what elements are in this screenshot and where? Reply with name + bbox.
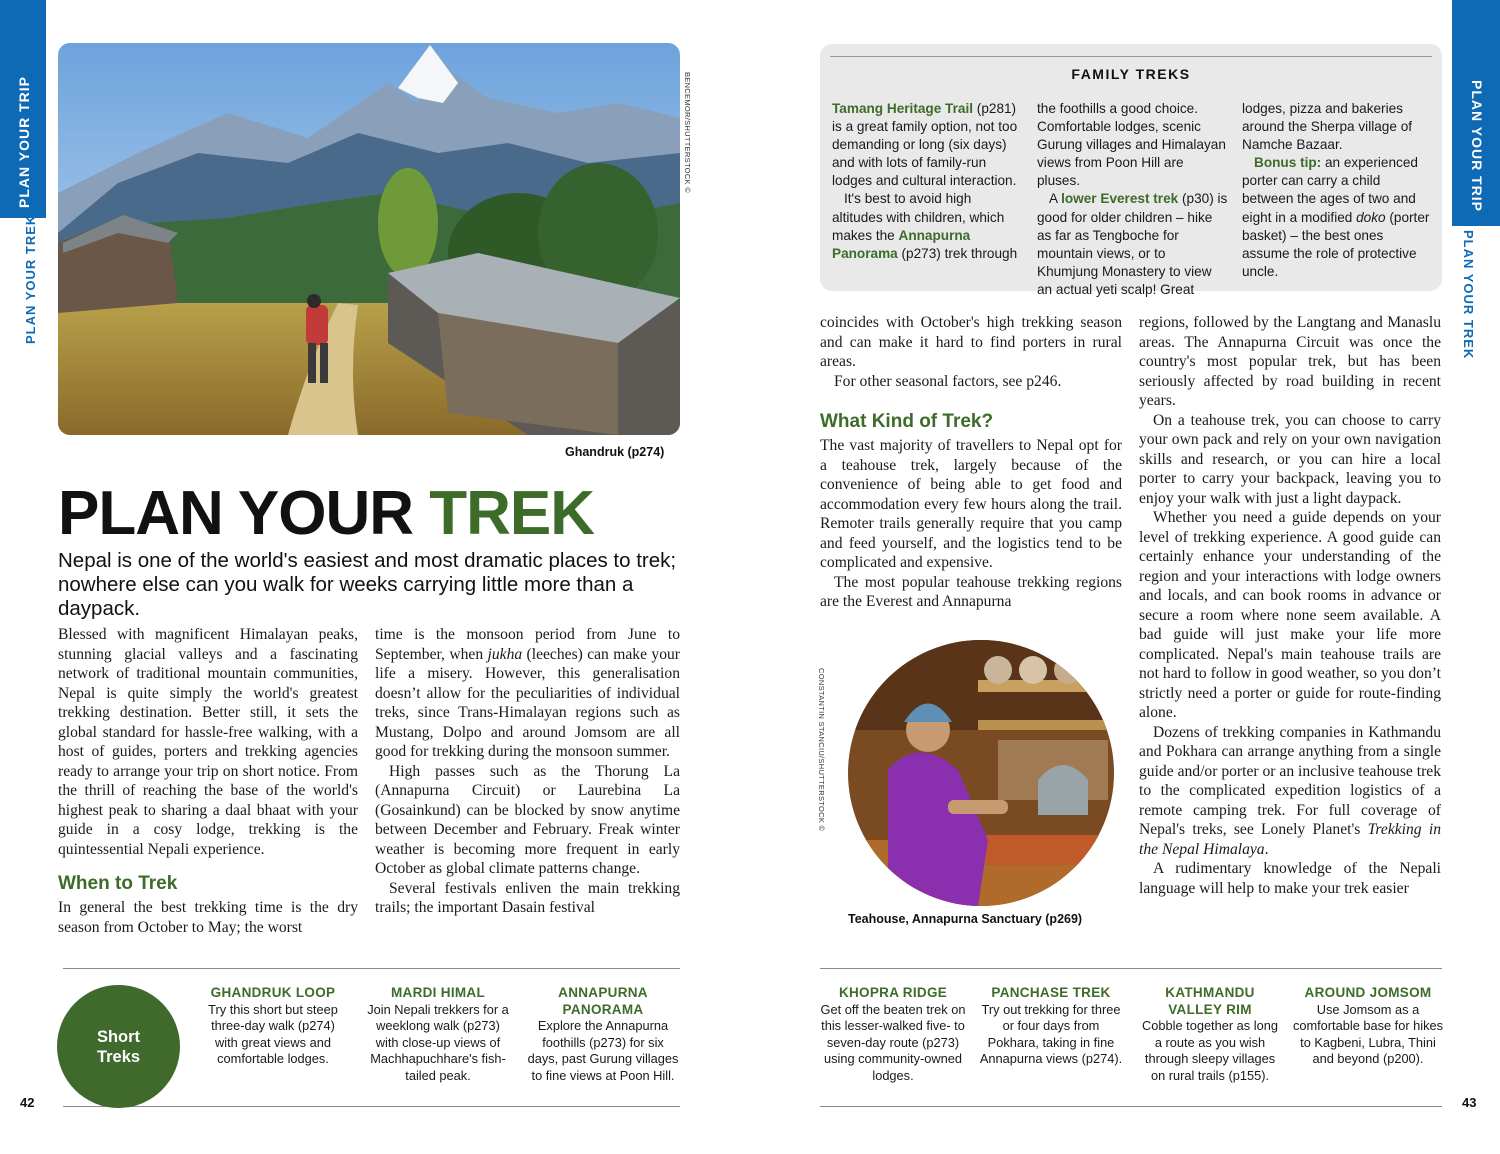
teahouse-photo <box>848 640 1114 906</box>
paragraph: time is the monsoon period from June to September, when jukha (leeches) can make your life a misery. However, this generalisation doesn’t allow for the peculiarities of individual treks, since Trans-Himalayan regions such as Mustang, Dolpo and around Jomsom are all good for trekking during the monsoon summer. <box>375 626 680 760</box>
short-trek-jomsom <box>1292 985 1444 1068</box>
short-treks-top-rule <box>63 968 680 969</box>
paragraph: In general the best trekking time is the dry season from October to May; the worst <box>58 899 358 936</box>
body-column-2 <box>375 625 680 918</box>
section-heading-kind: What Kind of Trek? <box>820 411 994 432</box>
paragraph: Blessed with magnificent Himalayan peaks, stunning glacial valleys and a fascinating network of traditional mountain communities, Nepal is quite simply the world's greatest trekking destination. Better still, it sets the global standard for hassle-free walking, with a host of guides, porters and trekking agencies ready to arrange your trip on short notice. From the thrill of reaching the base of the world's highest peak to sharing a daal bhaat with your guide in a cosy lodge, trekking is the quintessential Nepali experience. <box>58 626 358 858</box>
short-trek-desc: Use Jomsom as a comfortable base for hikes to Kagbeni, Lubra, Thini and beyond (p200). <box>1292 1001 1444 1066</box>
body-column-4 <box>1139 313 1441 898</box>
short-trek-kathmandu <box>1138 985 1282 1084</box>
short-trek-title: GHANDRUK LOOP <box>210 985 336 1000</box>
ghandruk-photo <box>58 43 680 435</box>
paragraph: Dozens of trekking companies in Kathmandu and Pokhara can arrange anything from a single guide and/or porter or an inclusive teahouse trek to the complicated expedition logistics of a remote camping trek. For full coverage of Nepal's treks, see Lonely Planet's Trekking in the Nepal Himalaya. <box>1139 723 1441 858</box>
short-trek-title: MARDI HIMAL <box>390 985 486 1000</box>
body-column-3 <box>820 313 1122 612</box>
photo-credit: CONSTANTIN STANCIU/SHUTTERSTOCK © <box>817 668 826 832</box>
short-trek-desc: Explore the Annapurna foothills (p273) for six days, past Gurung villages to fine views at Poon Hill. <box>527 1018 679 1083</box>
section-heading-when: When to Trek <box>58 873 178 894</box>
short-trek-title: KATHMANDU VALLEY RIM <box>1165 985 1255 1017</box>
title-accent: TREK <box>429 479 595 548</box>
short-trek-desc: Try out trekking for three or four days from Pokhara, taking in fine Annapurna views (p274). <box>979 1001 1123 1066</box>
family-box-rule <box>830 56 1432 57</box>
short-treks-top-rule <box>820 968 1442 969</box>
short-trek-desc: Get off the beaten trek on this lesser-walked five- to seven-day route (p273) using community-owned lodges. <box>820 1001 966 1083</box>
ghandruk-illustration <box>58 43 680 435</box>
page-title <box>58 478 594 549</box>
family-column-2: the foothills a good choice. Comfortable lodges, scenic Gurung villages and Himalayan views from Poon Hill are pluses. A lower Everest trek (p30) is good for older children – hike as far as Tengboche for mountain views, or to Khumjung Monastery to view an actual yeti scalp! Great <box>1037 101 1228 297</box>
photo-caption: Ghandruk (p274) <box>565 445 665 459</box>
family-treks-box <box>820 44 1442 297</box>
family-treks-title: FAMILY TREKS <box>1071 66 1191 82</box>
short-trek-title: KHOPRA RIDGE <box>838 985 948 1000</box>
short-trek-mardi <box>366 985 510 1084</box>
short-trek-ghandruk <box>200 985 346 1068</box>
left-tab-label: PLAN YOUR TRIP <box>16 76 32 208</box>
short-trek-annapurna <box>526 985 680 1084</box>
left-running-head: PLAN YOUR TREK <box>23 214 38 344</box>
paragraph: On a teahouse trek, you can choose to carry your own pack and rely on your own navigation skills and research, or you can hire a local porter to carry your backpack, leaving you to enjoy your walk with just a light daypack. <box>1139 411 1441 507</box>
right-running-head: PLAN YOUR TREK <box>1461 230 1476 360</box>
paragraph: For other seasonal factors, see p246. <box>834 372 1062 390</box>
paragraph: Several festivals enliven the main trekking trails; the important Dasain festival <box>375 879 680 916</box>
short-treks-bottom-rule <box>820 1106 1442 1107</box>
short-trek-khopra <box>818 985 968 1084</box>
photo-credit: BENCEMOR/SHUTTERSTOCK © <box>683 72 692 194</box>
teahouse-illustration <box>848 640 1114 906</box>
paragraph: regions, followed by the Langtang and Manaslu areas. The Annapurna Circuit was once the country's most popular trek, but has been seriously affected by road building in recent years. <box>1139 314 1441 409</box>
paragraph: A rudimentary knowledge of the Nepali language will help to make your trek easier <box>1139 860 1441 897</box>
short-trek-panchase <box>978 985 1124 1068</box>
paragraph: The most popular teahouse trekking regions are the Everest and Annapurna <box>820 573 1122 610</box>
short-trek-title: PANCHASE TREK <box>991 985 1111 1000</box>
right-tab-label: PLAN YOUR TRIP <box>1469 80 1485 212</box>
paragraph: The vast majority of travellers to Nepal opt for a teahouse trek, largely because of the convenience of being able to get food and accommodation every few hours along the trail. Remoter trails generally require that you camp and feed yourself, and the logistics tend to be complicated and expensive. <box>820 437 1122 571</box>
short-trek-desc: Join Nepali trekkers for a weeklong walk (p273) with close-up views of Machhapuchhare's fish-tailed peak. <box>367 1001 509 1083</box>
short-treks-bottom-rule <box>63 1106 680 1107</box>
paragraph: coincides with October's high trekking season and can make it hard to find porters in rural areas. <box>820 314 1122 370</box>
lead-paragraph: Nepal is one of the world's easiest and most dramatic places to trek; nowhere else can you walk for weeks carrying little more than a daypack. <box>58 549 677 620</box>
short-trek-desc: Try this short but steep three-day walk (p274) with great views and comfortable lodges. <box>208 1001 338 1066</box>
body-column-1 <box>58 625 358 937</box>
family-column-1: Tamang Heritage Trail (p281) is a great family option, not too demanding or long (six days) and with lots of family-run lodges and cultural interaction. It's best to avoid high altitudes with children, which makes the Annapurna Panorama (p273) trek through <box>832 101 1018 261</box>
short-trek-desc: Cobble together as long a route as you wish through sleepy villages on rural trails (p155). <box>1142 1018 1278 1083</box>
short-trek-title: ANNAPURNA PANORAMA <box>558 985 648 1017</box>
photo-caption: Teahouse, Annapurna Sanctuary (p269) <box>848 912 1083 926</box>
page-number-right: 43 <box>1462 1095 1477 1110</box>
paragraph: Whether you need a guide depends on your level of trekking experience. A good guide can certainly enhance your understanding of the region and your interactions with lodge owners and locals, and can book rooms in advance or secure a room where none seem available. A bad guide will just make your life more complicated. Nepal's main teahouse trails are not hard to follow in good weather, so you don’t strictly need a porter or guide for route-finding alone. <box>1139 509 1441 721</box>
family-column-3: lodges, pizza and bakeries around the Sherpa village of Namche Bazaar. Bonus tip: an experienced porter can carry a child between the ages of two and eight in a modified doko (porter basket) – the best ones assume the role of protective uncle. <box>1242 101 1430 279</box>
short-treks-badge: Short Treks <box>57 985 180 1108</box>
title-main: PLAN YOUR <box>58 479 430 548</box>
short-trek-title: AROUND JOMSOM <box>1304 985 1432 1000</box>
page-number-left: 42 <box>20 1095 35 1110</box>
paragraph: High passes such as the Thorung La (Annapurna Circuit) or Laurebina La (Gosainkund) can be blocked by snow anytime between December and February. Freak winter weather is becoming more frequent in early October as global climate patterns change. <box>375 762 680 877</box>
